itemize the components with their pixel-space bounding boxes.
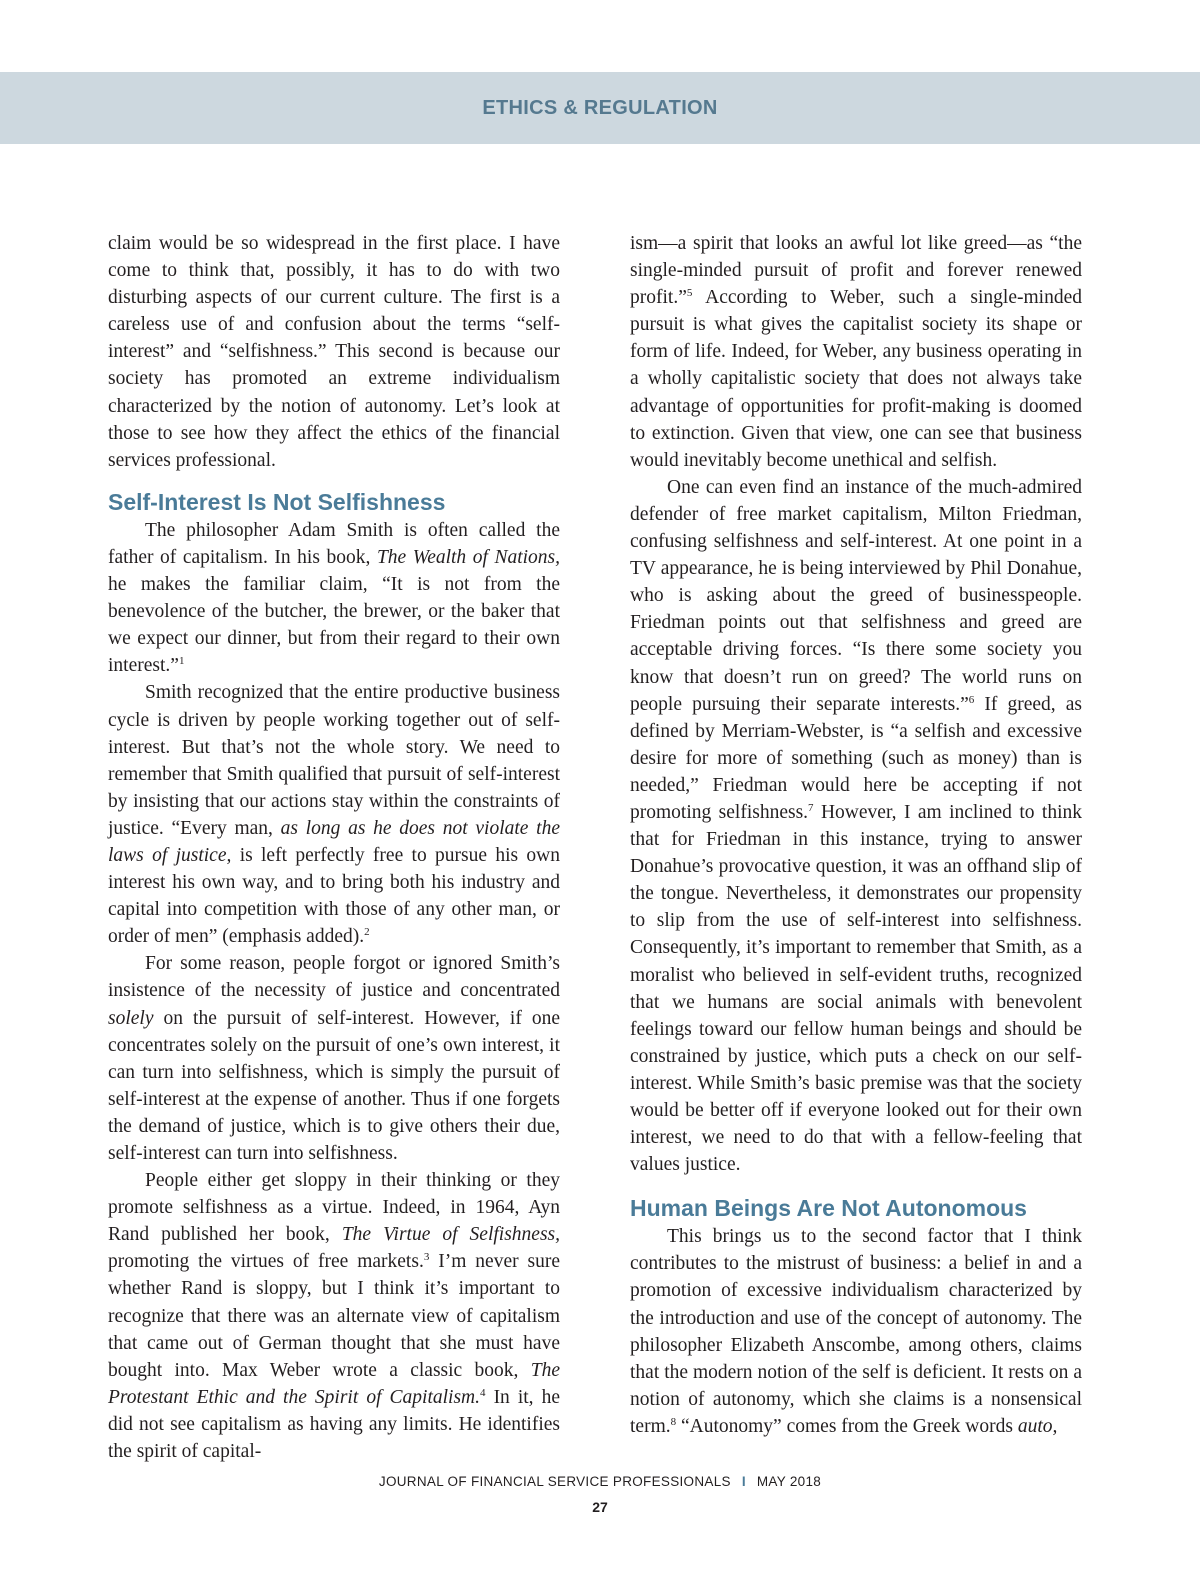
book-title: The Protestant Ethic and the Spirit of Capitalism.: [108, 1359, 561, 1408]
page-number: 27: [592, 1499, 608, 1515]
book-title: The Virtue of Selfishness,: [341, 1224, 561, 1246]
footnote-ref: 1: [178, 655, 185, 668]
paragraph: claim would be so widespread in the first place. I have come to think that, possibly, it has to do with two disturbing aspects of our current culture. The first is a careless use of and confusion about the terms “self-interest” and “selfishness.” This second is because our society has promoted an extreme individualism characterized by the notion of autonomy. Let’s look at those to see how they affect the ethics of the financial services professional.: [108, 233, 560, 471]
section-heading-autonomy: Human Beings Are Not Autonomous: [630, 1195, 1027, 1222]
right-column: [630, 230, 1082, 1440]
footnote-ref: 7: [808, 801, 814, 814]
issue-date: MAY 2018: [756, 1474, 822, 1489]
journal-name: JOURNAL OF FINANCIAL SERVICE PROFESSIONALS: [378, 1474, 731, 1489]
footer-separator: I: [741, 1474, 746, 1489]
paragraph: The philosopher Adam Smith is often called the father of capitalism. In his book, The Wealth of Nations, he makes the familiar claim, “It is not from the benevolence of the butcher, the brewer, or the baker that we expect our dinner, but from their regard to their own interest.”$^1$: [108, 519, 561, 677]
footnote-ref: 4: [480, 1386, 486, 1399]
footnote-ref: 5: [686, 287, 693, 300]
section-banner: [0, 72, 1200, 144]
footnote-ref: 6: [968, 693, 975, 706]
book-title: The Wealth of Nations,: [376, 546, 561, 568]
paragraph: For some reason, people forgot or ignored Smith’s insistence of the necessity of justice and concentrated solely on the pursuit of self-interest. However, if one concentrates solely on the pursuit of one’s own interest, it can turn into selfishness, which is simply the pursuit of self-interest at the expense of another. Thus if one forgets the demand of justice, which is to give others their due, self-interest can turn into selfishness.: [108, 953, 560, 1164]
left-column: [108, 230, 560, 1465]
emphasis: as long as he does not violate the laws of justice,: [108, 817, 560, 866]
footnote-ref: 3: [423, 1251, 430, 1264]
footer: [0, 1474, 1200, 1489]
footnote-ref: 2: [364, 926, 370, 939]
emphasis: solely: [108, 1007, 154, 1029]
section-title: ETHICS & REGULATION: [482, 96, 718, 119]
footnote-ref: 8: [670, 1415, 677, 1428]
paragraph: This brings us to the second factor that I think contributes to the mistrust of business: a belief in and a promotion of excessive individualism characterized by the introduction and use of the concept of autonomy. The philosopher Elizabeth Anscombe, among others, claims that the modern notion of the self is deficient. It rests on a notion of autonomy, which she claims is a nonsensical term.$^8$ “Autonomy” comes from the Greek words auto,: [630, 1226, 1082, 1437]
paragraph: Smith recognized that the entire productive business cycle is driven by people working together out of self-interest. But that’s not the whole story. We need to remember that Smith qualified that pursuit of self-interest by insisting that our actions stay within the constraints of justice. “Every man, as long as he does not violate the laws of justice, is left perfectly free to pursue his own interest his own way, and to bring both his industry and capital into competition with those of any other man, or order of men” (emphasis added).$^2$: [108, 682, 560, 948]
emphasis: auto,: [1017, 1415, 1058, 1437]
paragraph: ism—a spirit that looks an awful lot like greed—as “the single-minded pursuit of profit and forever renewed profit.”$^5$ According to Weber, such a single-minded pursuit is what gives the capitalist society its shape or form of life. Indeed, for Weber, any business operating in a wholly capitalistic society that does not always take advantage of opportunities for profit-making is doomed to extinction. Given that view, one can see that business would inevitably become unethical and selfish.: [630, 233, 1082, 471]
paragraph: People either get sloppy in their thinking or they promote selfishness as a virtue. Indeed, in 1964, Ayn Rand published her book, The Virtue of Selfishness, promoting the virtues of free markets.$^3$ I’m never sure whether Rand is sloppy, but I think it’s important to recognize that there was an alternate view of capitalism that came out of German thought that she must have bought into. Max Weber wrote a classic book, The Protestant Ethic and the Spirit of Capitalism.$^4$ In it, he did not see capitalism as having any limits. He identifies the spirit of capital-: [108, 1170, 561, 1463]
section-heading-self-interest: Self-Interest Is Not Selfishness: [108, 488, 446, 515]
paragraph: One can even find an instance of the much-admired defender of free market capitalism, Milton Friedman, confusing selfishness and self-interest. At one point in a TV appearance, he is being interviewed by Phil Donahue, who is asking about the greed of businesspeople. Friedman points out that selfishness and greed are acceptable driving forces. “Is there some society you know that doesn’t run on greed? The world runs on people pursuing their separate interests.”$^6$ If greed, as defined by Merriam-Webster, is “a selfish and excessive desire for more of something (such as money) than is needed,” Friedman would here be accepting if not promoting selfishness.$^7$ However, I am inclined to think that for Friedman in this instance, trying to answer Donahue’s provocative question, it was an offhand slip of the tongue. Nevertheless, it demonstrates our propensity to slip from the use of self-interest into selfishness. Consequently, it’s important to remember that Smith, as a moralist who believed in self-evident truths, recognized that we humans are social animals with benevolent feelings toward our fellow human beings and should be constrained by justice, which puts a check on our self-interest. While Smith’s basic premise was that the society would be better off if everyone looked out for their own interest, we need to do that with a fellow-feeling that values justice.: [630, 476, 1083, 1176]
